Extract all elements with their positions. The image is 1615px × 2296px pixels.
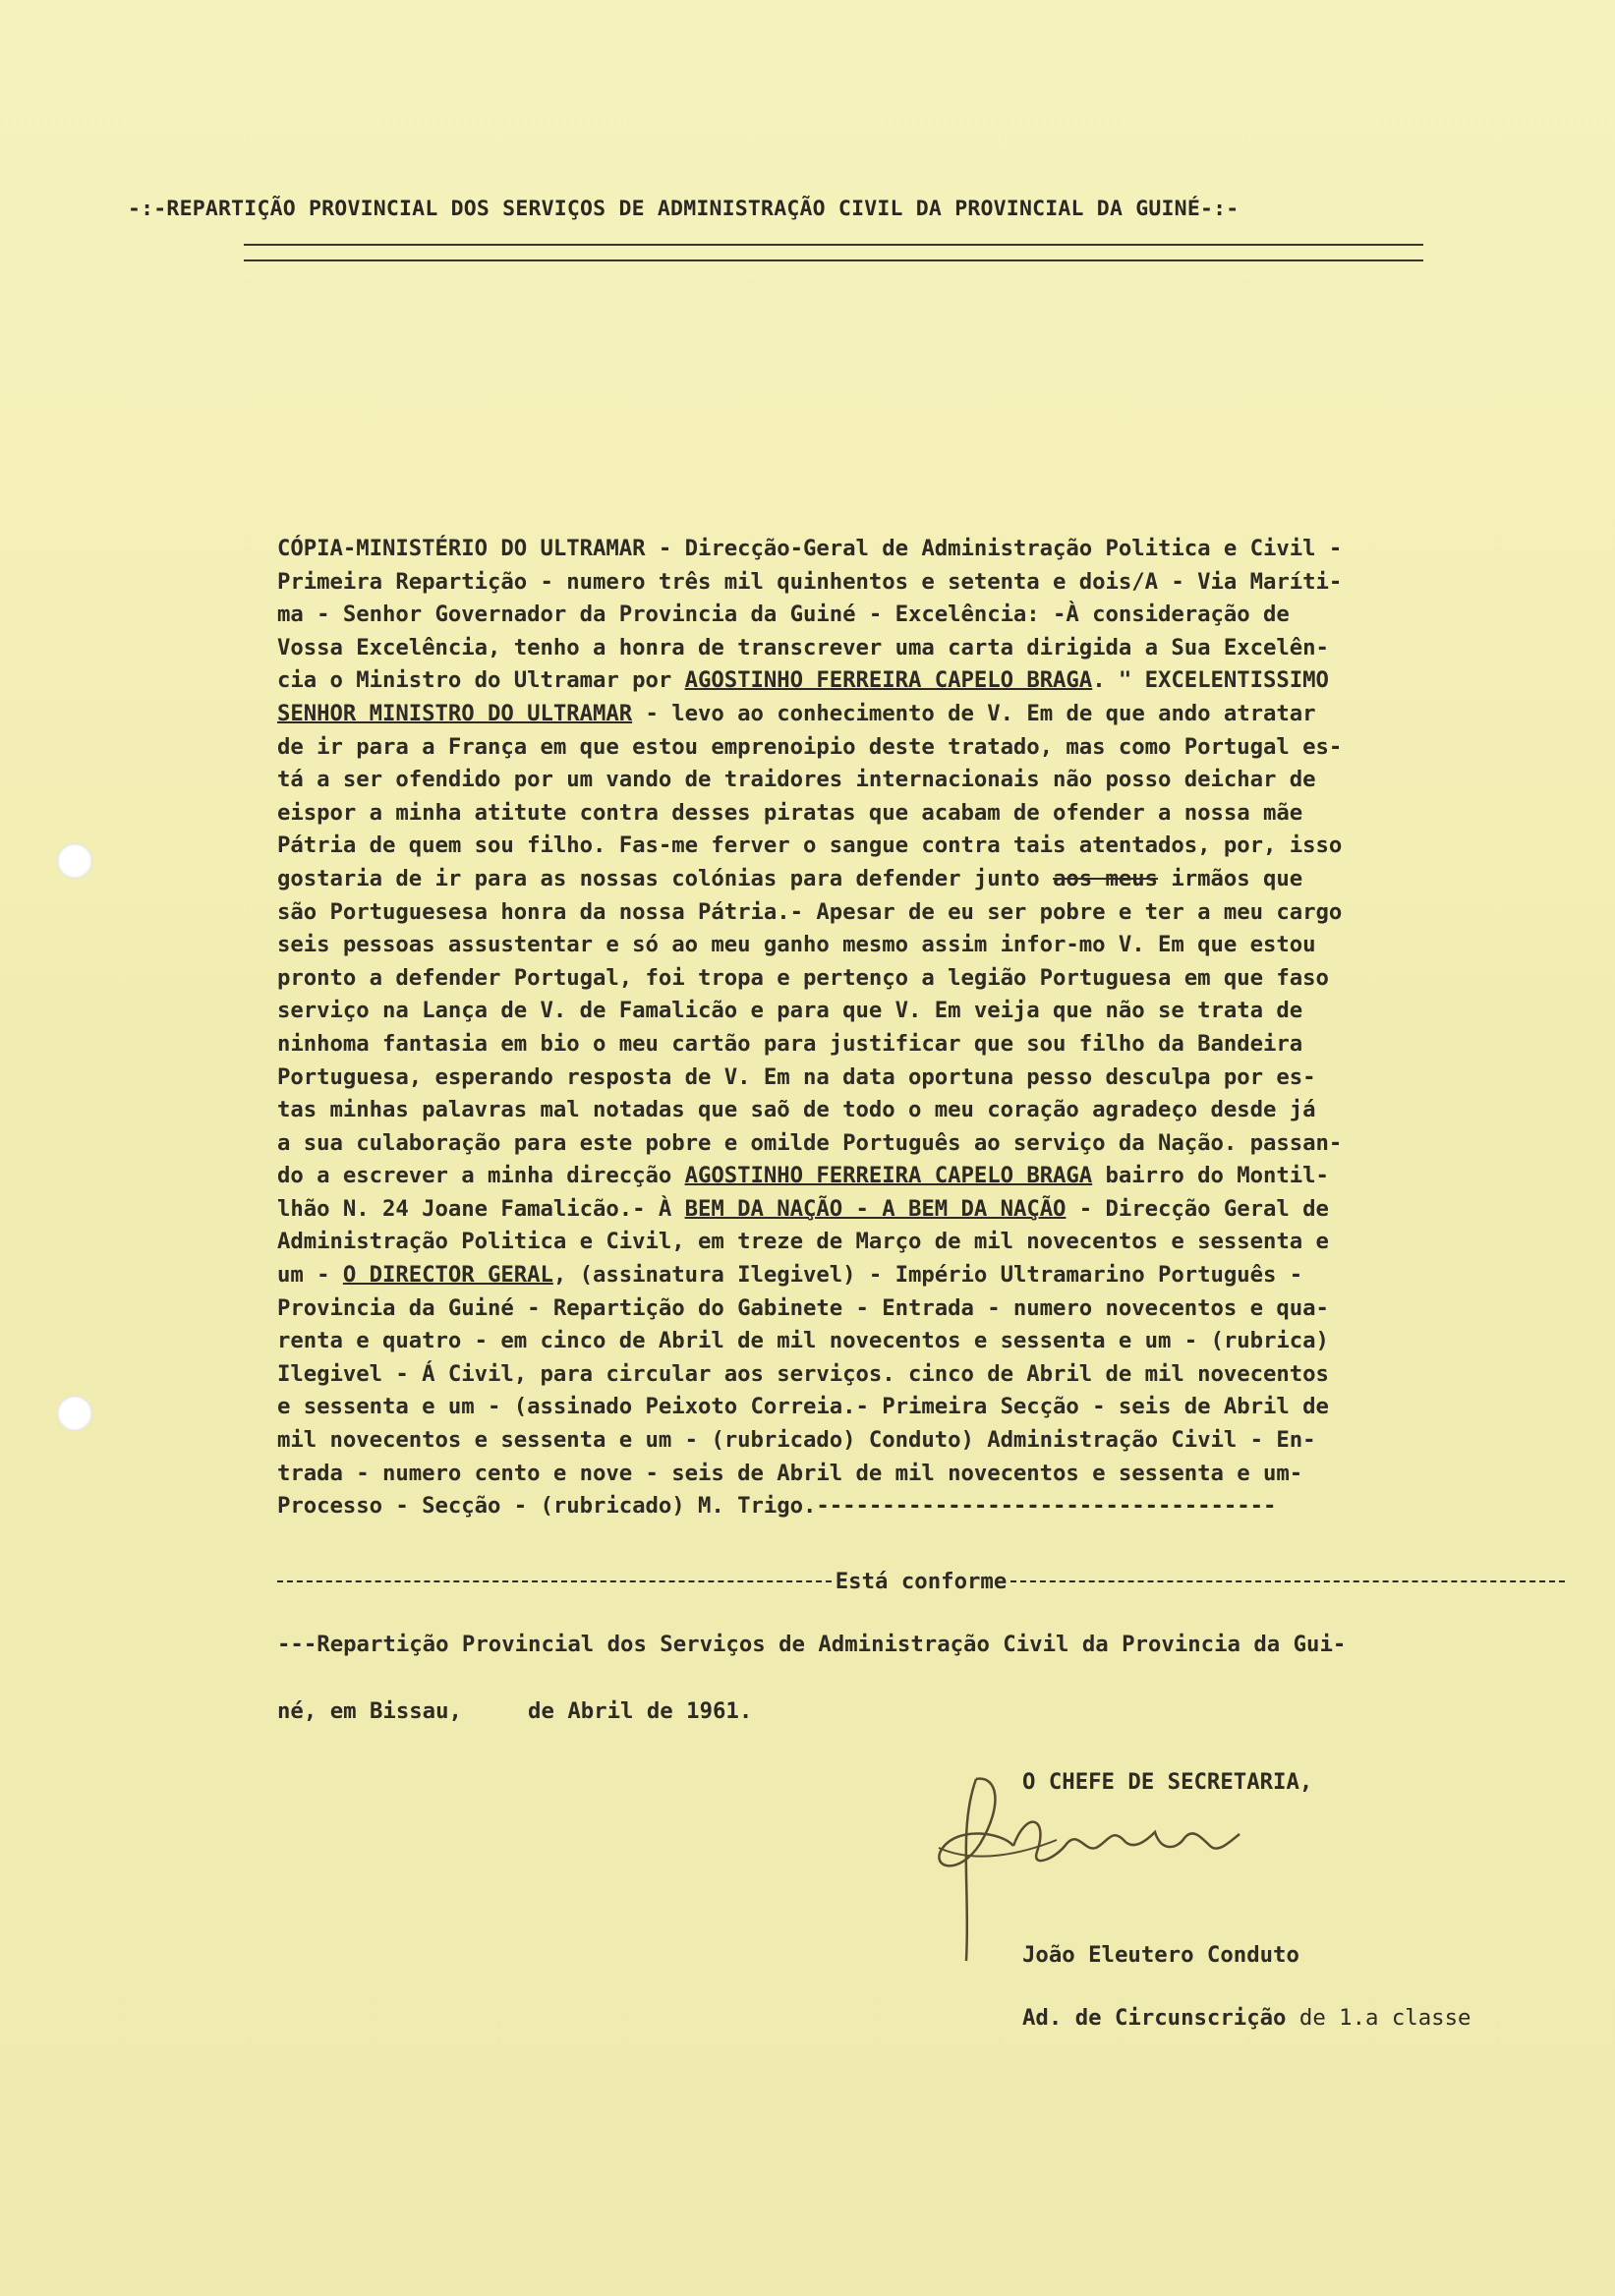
line-text: trada - numero cento e nove - seis de Abril de mil novecentos e sessenta e um-: [277, 1460, 1303, 1486]
letter-line: [277, 896, 1594, 930]
line-text: Portuguesa, esperando resposta de V. Em na data oportuna pesso desculpa por es-: [277, 1063, 1316, 1090]
line-text: Administração Politica e Civil, em treze de Março de mil novecentos e sessenta e: [277, 1229, 1329, 1255]
line-text: Primeira Repartição - numero três mil quinhentos e setenta e dois/A - Via Maríti-: [277, 568, 1343, 595]
punch-hole-bottom: [57, 1396, 92, 1431]
line-text: serviço na Lança de V. de Famalicão e para que V. Em veija que não se trata de: [277, 998, 1303, 1024]
line-text: - levo ao conhecimento de V. Em de que ando atratar: [632, 700, 1316, 726]
letter-line: [277, 1458, 1594, 1491]
underlined-text: AGOSTINHO FERREIRA CAPELO BRAGA: [684, 1163, 1093, 1189]
line-text: Processo - Secção - (rubricado) M. Trigo.-----------------------------------: [277, 1493, 1277, 1520]
letter-line: [277, 995, 1594, 1028]
letter-line: [277, 566, 1594, 600]
line-text: do a escrever a minha direcção: [277, 1163, 685, 1189]
line-text: Provincia da Guiné - Repartição do Gabinete - Entrada - numero novecentos e qua-: [277, 1294, 1329, 1321]
line-text: . " EXCELENTISSIMO: [1092, 667, 1329, 694]
signatory-role: [1022, 2005, 1471, 2031]
line-text: cia o Ministro do Ultramar por: [277, 667, 685, 694]
letter-line: [277, 962, 1594, 996]
letter-line: [277, 797, 1594, 831]
letter-line: [277, 664, 1594, 698]
signatory-role-class: de 1.a classe: [1286, 2005, 1471, 2031]
closing-line-1: ---Repartição Provincial dos Serviços de Administração Civil da Provincia da Gui-: [277, 1632, 1347, 1657]
line-text: mil novecentos e sessenta e um - (rubricado) Conduto) Administração Civil - En-: [277, 1427, 1316, 1454]
letter-line: [277, 1094, 1594, 1127]
line-text: Ilegivel - Á Civil, para circular aos serviços. cinco de Abril de mil novecentos: [277, 1360, 1329, 1387]
header-rule: [244, 244, 1423, 261]
letter-line: [277, 929, 1594, 962]
line-text: Pátria de quem sou filho. Fas-me ferver o sangue contra tais atentados, por, isso: [277, 832, 1343, 859]
letter-line: [277, 1062, 1594, 1095]
signature-title: O CHEFE DE SECRETARIA,: [1022, 1769, 1313, 1795]
line-text: - Direcção Geral de: [1066, 1195, 1329, 1222]
letter-line: [277, 830, 1594, 863]
signatory-name: João Eleutero Conduto: [1022, 1942, 1299, 1968]
letter-line: [277, 1028, 1594, 1062]
line-text: CÓPIA-MINISTÉRIO DO ULTRAMAR - Direcção-Geral de Administração Politica e Civil -: [277, 536, 1343, 561]
letter-line: [277, 533, 1594, 566]
line-text: gostaria de ir para as nossas colónias para defender junto: [277, 865, 1054, 891]
line-text: tá a ser ofendido por um vando de traidores internacionais não posso deichar de: [277, 767, 1316, 793]
line-text: um -: [277, 1262, 343, 1289]
letter-line: [277, 1127, 1594, 1161]
line-text: pronto a defender Portugal, foi tropa e pertenço a legião Portuguesa em que faso: [277, 964, 1329, 991]
line-text: ma - Senhor Governador da Provincia da Guiné - Excelência: -À consideração de: [277, 602, 1290, 628]
line-text: seis pessoas assustentar e só ao meu ganho mesmo assim infor-mo V. Em que estou: [277, 932, 1316, 958]
letter-line: [277, 1193, 1594, 1227]
line-text: Vossa Excelência, tenho a honra de transcrever uma carta dirigida a Sua Excelên-: [277, 634, 1329, 660]
line-text: e sessenta e um - (assinado Peixoto Correia.- Primeira Secção - seis de Abril de: [277, 1394, 1329, 1420]
letter-line: [277, 1226, 1594, 1259]
letter-line: [277, 764, 1594, 797]
conforme-dash-left: [277, 1580, 832, 1582]
punch-hole-top: [57, 843, 92, 879]
letter-line: [277, 599, 1594, 632]
underlined-text: AGOSTINHO FERREIRA CAPELO BRAGA: [684, 667, 1093, 694]
line-text: , (assinatura Ilegivel) - Império Ultramarino Português -: [552, 1262, 1303, 1289]
conforme-label: Está conforme: [835, 1569, 1008, 1594]
document-header: -:-REPARTIÇÃO PROVINCIAL DOS SERVIÇOS DE ADMINISTRAÇÃO CIVIL DA PROVINCIAL DA GUINÉ-:-: [128, 197, 1240, 221]
letter-line: [277, 1358, 1594, 1392]
letter-line: [277, 632, 1594, 665]
line-text: ninhoma fantasia em bio o meu cartão para justificar que sou filho da Bandeira: [277, 1030, 1303, 1057]
underlined-text: SENHOR MINISTRO DO ULTRAMAR: [277, 700, 633, 726]
line-text: renta e quatro - em cinco de Abril de mil novecentos e sessenta e um - (rubrica): [277, 1328, 1329, 1354]
letter-line: [277, 1391, 1594, 1424]
underlined-text: BEM DA NAÇÃO - A BEM DA NAÇÃO: [684, 1195, 1067, 1222]
letter-line: [277, 1325, 1594, 1358]
letter-line: [277, 1259, 1594, 1292]
letter-line: [277, 731, 1594, 765]
conforme-line: [277, 1569, 1565, 1594]
line-text: bairro do Montil-: [1092, 1163, 1329, 1189]
letter-line: [277, 1424, 1594, 1458]
line-text: de ir para a França em que estou emprenoipio deste tratado, mas como Portugal es-: [277, 733, 1343, 760]
closing-line-2: né, em Bissau, de Abril de 1961.: [277, 1698, 753, 1724]
letter-line: [277, 1160, 1594, 1193]
struck-text: aos meus: [1053, 865, 1159, 891]
underlined-text: O DIRECTOR GERAL: [342, 1262, 553, 1289]
line-text: são Portuguesesa honra da nossa Pátria.- Apesar de eu ser pobre e ter a meu cargo: [277, 898, 1343, 925]
letter-line: [277, 863, 1594, 896]
line-text: tas minhas palavras mal notadas que saõ de todo o meu coração agradeço desde já: [277, 1097, 1316, 1123]
signatory-role-main: Ad. de Circunscrição: [1022, 2005, 1287, 2031]
letter-line: [277, 1292, 1594, 1326]
letter-line: [277, 698, 1594, 731]
line-text: a sua culaboração para este pobre e omilde Português ao serviço da Nação. passan-: [277, 1129, 1343, 1156]
transcribed-letter: [277, 533, 1594, 1523]
line-text: lhão N. 24 Joane Famalicão.- À: [277, 1195, 685, 1222]
conforme-dash-right: [1010, 1580, 1565, 1582]
line-text: irmãos que: [1158, 865, 1303, 891]
letter-line: [277, 1490, 1594, 1523]
line-text: eispor a minha atitute contra desses piratas que acabam de ofender a nossa mãe: [277, 799, 1303, 826]
